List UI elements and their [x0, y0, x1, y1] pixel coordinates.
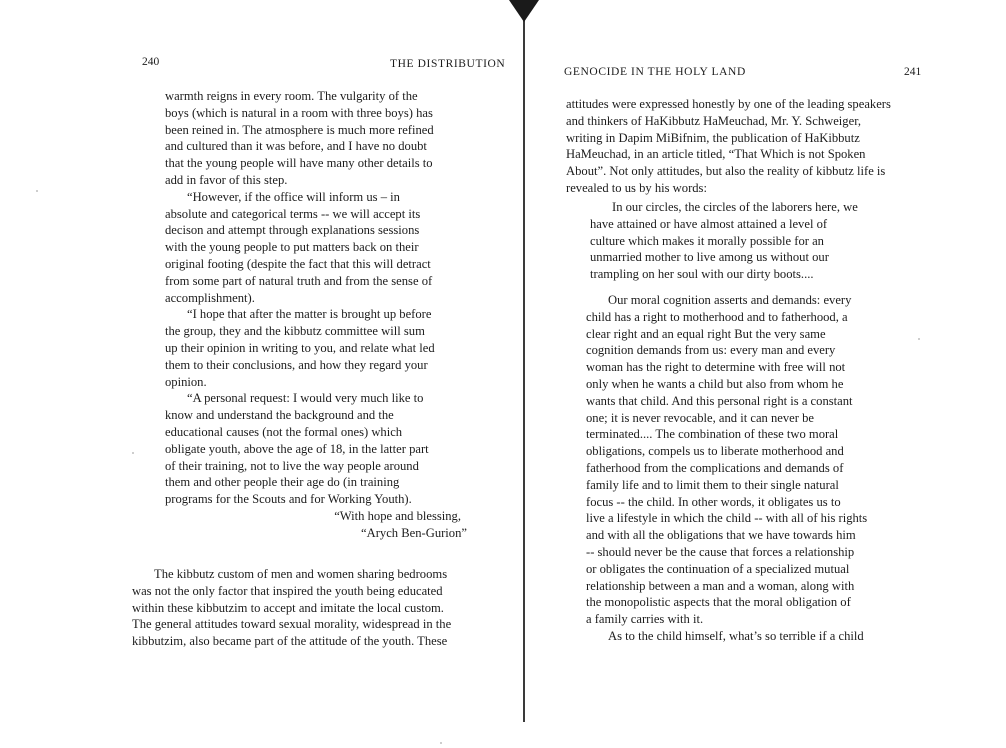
text-line: opinion.: [165, 374, 207, 389]
text-line: them and other people their age do (in training: [165, 475, 400, 490]
text-line: accomplishment).: [165, 290, 255, 305]
block-quote: [590, 199, 890, 283]
text-line: HaMeuchad, in an article titled, “That Which is not Spoken: [566, 147, 866, 162]
text-line: them to their conclusions, and how they regard your: [165, 357, 428, 372]
book-spine: [523, 0, 525, 722]
text-line: -- should never be the cause that forces a relationship: [586, 544, 855, 559]
text-line: add in favor of this step.: [165, 172, 288, 187]
text-line: one; it is never revocable, and it can never be: [586, 410, 814, 425]
text-line: cognition demands from us: every man and every: [586, 343, 836, 358]
text-line: woman has the right to determine with free will not: [586, 360, 846, 375]
text-line: only when he wants a child but also from whom he: [586, 376, 844, 391]
text-line: culture which makes it morally possible for an: [590, 233, 824, 248]
text-line: family life and to limit them to their single natural: [586, 477, 839, 492]
text-line: obligations, compels us to liberate motherhood and: [586, 444, 844, 459]
text-line: and with all the obligations that we have towards him: [586, 528, 856, 543]
text-line: absolute and categorical terms -- we will accept its: [165, 206, 421, 221]
text-line: or obligates the continuation of a specialized mutual: [586, 561, 850, 576]
text-line: was not the only factor that inspired the youth being educated: [132, 583, 443, 598]
text-line: of their training, not to live the way people around: [165, 458, 419, 473]
text-line: the group, they and the kibbutz committee will sum: [165, 324, 425, 339]
block-quote: [586, 292, 889, 645]
text-line: the monopolistic aspects that the moral obligation of: [586, 595, 851, 610]
text-line: live a lifestyle in which the child -- with all of his rights: [586, 511, 868, 526]
text-line: revealed to us by his words:: [566, 180, 707, 195]
text-line: child has a right to motherhood and to fatherhood, a: [586, 309, 848, 324]
scan-speck: [440, 742, 442, 744]
text-line: decison and attempt through explanations sessions: [165, 223, 420, 238]
text-line: with the young people to put matters back on their: [165, 240, 419, 255]
text-line: terminated.... The combination of these two moral: [586, 427, 839, 442]
text-line: clear right and an equal right But the very same: [586, 326, 826, 341]
letter-body: [165, 88, 467, 542]
running-head: THE DISTRIBUTION: [390, 58, 506, 70]
text-line: know and understand the background and the: [165, 408, 394, 423]
text-line: up their opinion in writing to you, and relate what led: [165, 340, 435, 355]
text-line: relationship between a man and a woman, along with: [586, 578, 855, 593]
text-line: programs for the Scouts and for Working Youth).: [165, 492, 412, 507]
text-line: unmarried mother to live among us without our: [590, 250, 829, 265]
text-line: trampling on her soul with our dirty boots....: [590, 267, 814, 282]
text-line: “However, if the office will inform us – in: [187, 189, 400, 204]
text-line: have attained or have almost attained a level of: [590, 216, 828, 231]
scan-speck: [918, 338, 920, 340]
letter-closing: “With hope and blessing,: [334, 508, 461, 523]
text-line: boys (which is natural in a room with three boys) has: [165, 105, 433, 120]
running-head: GENOCIDE IN THE HOLY LAND: [564, 66, 746, 78]
text-line: a family carries with it.: [586, 612, 704, 627]
scan-speck: [132, 452, 134, 454]
scan-speck: [36, 190, 38, 192]
text-line: original footing (despite the fact that this will detract: [165, 256, 431, 271]
text-line: and thinkers of HaKibbutz HaMeuchad, Mr. Y. Schweiger,: [566, 113, 862, 128]
text-line: and cultured than it was before, and I have no doubt: [165, 139, 427, 154]
text-line: Our moral cognition asserts and demands: every: [608, 293, 852, 307]
intro-paragraph: [566, 96, 921, 197]
text-line: that the young people will have many other details to: [165, 156, 433, 171]
narrative-paragraph: [132, 566, 487, 650]
text-line: “I hope that after the matter is brought up before: [187, 307, 432, 322]
page-number: 240: [142, 56, 160, 68]
text-line: “A personal request: I would very much like to: [187, 391, 424, 406]
text-line: focus -- the child. In other words, it obligates us to: [586, 494, 841, 509]
text-line: been reined in. The atmosphere is much more refined: [165, 122, 434, 137]
text-line: In our circles, the circles of the laborers here, we: [612, 200, 858, 214]
text-line: educational causes (not the formal ones) which: [165, 424, 403, 439]
text-line: kibbutzim, also became part of the attitude of the youth. These: [132, 634, 448, 649]
text-line: warmth reigns in every room. The vulgarity of the: [165, 89, 418, 103]
text-line: fatherhood from the complications and demands of: [586, 460, 844, 475]
text-line: writing in Dapim MiBifnim, the publication of HaKibbutz: [566, 130, 860, 145]
text-line: from some part of natural truth and from the sense of: [165, 273, 433, 288]
right-page: [526, 0, 1006, 748]
text-line: within these kibbutzim to accept and imitate the local custom.: [132, 600, 444, 615]
text-line: About”. Not only attitudes, but also the reality of kibbutz life is: [566, 164, 886, 179]
text-line: wants that child. And this personal right is a constant: [586, 393, 853, 408]
text-line: The general attitudes toward sexual morality, widespread in the: [132, 617, 452, 632]
text-line: obligate youth, above the age of 18, in the latter part: [165, 441, 429, 456]
letter-signature: “Arych Ben-Gurion”: [361, 525, 467, 540]
text-line: The kibbutz custom of men and women sharing bedrooms: [154, 567, 448, 581]
page-number: 241: [904, 66, 922, 78]
text-line: As to the child himself, what’s so terrible if a child: [608, 628, 864, 643]
text-line: attitudes were expressed honestly by one of the leading speakers: [566, 97, 891, 111]
